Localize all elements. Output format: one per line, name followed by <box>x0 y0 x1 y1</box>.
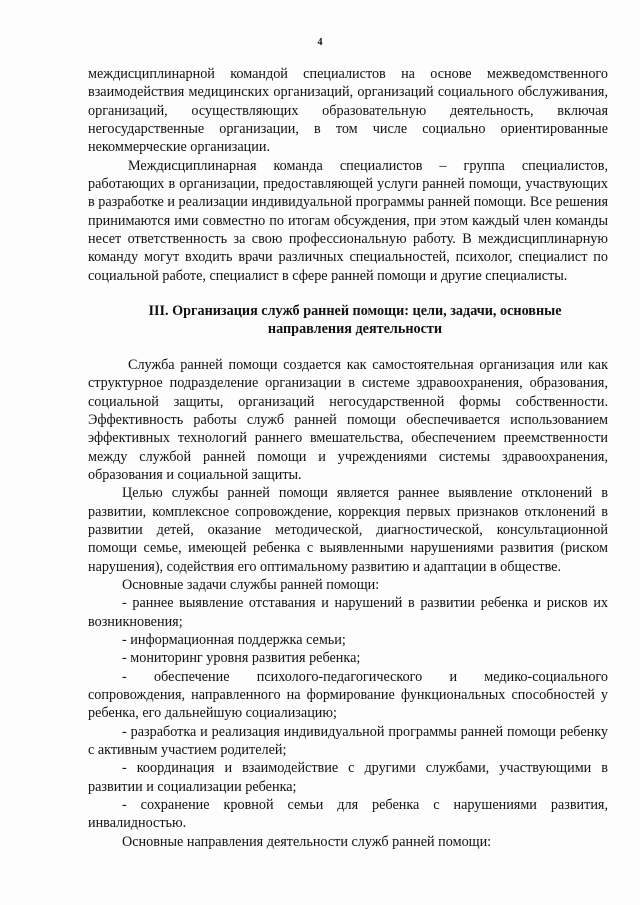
list-item: - мониторинг уровня развития ребенка; <box>122 650 361 667</box>
list-item: - обеспечение психолого-педагогического и медико-социального сопровождения, направленного на формирование функциональных способностей у ребенка, его дальнейшую социализацию; <box>88 668 608 722</box>
page-content <box>88 65 608 851</box>
section-paragraph: Служба ранней помощи создается как самостоятельная организация или как структурное подразделение организации в системе здравоохранения, образования, социальной защиты, организаций негосударственной формы собственности. Эффективность работы служб ранней помощи обеспечивается использованием эффективных технологий раннего вмешательства, обеспечением преемственности между службой ранней помощи и учреждениями системы здравоохранения, образования и социальной защиты. <box>88 356 608 483</box>
page-number: 4 <box>317 37 323 48</box>
closing-line: Основные направления деятельности служб ранней помощи: <box>122 833 492 850</box>
list-item: - сохранение кровной семьи для ребенка с нарушениями развития, инвалидностью. <box>88 797 608 832</box>
tasks-list <box>88 594 608 832</box>
section-heading-line: III. Организация служб ранней помощи: цели, задачи, основные <box>148 303 562 320</box>
intro-paragraph: междисциплинарной командой специалистов на основе межведомственного взаимодействия медицинских организаций, организаций социального обслуживания, организаций, осуществляющих образовательную деятельность, включая негосударственные организации, в том числе социально ориентированные некоммерческие организации. <box>88 66 608 156</box>
list-item: - разработка и реализация индивидуальной программы ранней помощи ребенку с активным участием родителей; <box>88 723 608 759</box>
tasks-intro: Основные задачи службы ранней помощи: <box>122 576 380 593</box>
list-item: - раннее выявление отставания и нарушений в развитии ребенка и рисков их возникновения; <box>88 595 608 630</box>
list-item: - информационная поддержка семьи; <box>122 631 346 648</box>
spacer <box>88 285 608 302</box>
list-item: - координация и взаимодействие с другими службами, участвующими в развитии и социализации ребенка; <box>88 760 608 795</box>
spacer <box>88 339 608 356</box>
section-heading <box>88 302 608 339</box>
intro-paragraph: Междисциплинарная команда специалистов – группа специалистов, работающих в организации, предоставляющей услуги ранней помощи, участвующих в разработке и реализации индивидуальной программы ранней помощи. Все решения принимаются ими совместно по итогам обсуждения, при этом каждый член команды несет ответственность за свою профессиональную работу. В междисциплинарную команду могут входить врачи различных специальностей, психолог, специалист по социальной работе, специалист в сфере ранней помощи и другие специалисты. <box>88 157 608 284</box>
section-paragraph: Целью службы ранней помощи является раннее выявление отклонений в развитии, комплексное сопровождение, коррекция первых признаков отклонений в развитии детей, оказание методической, диагностической, консультационной помощи семье, имеющей ребенка с выявленными нарушениями развития (риском нарушения), содействия его оптимальному развитию и адаптации в обществе. <box>88 485 608 575</box>
section-heading-line: направления деятельности <box>267 321 443 338</box>
